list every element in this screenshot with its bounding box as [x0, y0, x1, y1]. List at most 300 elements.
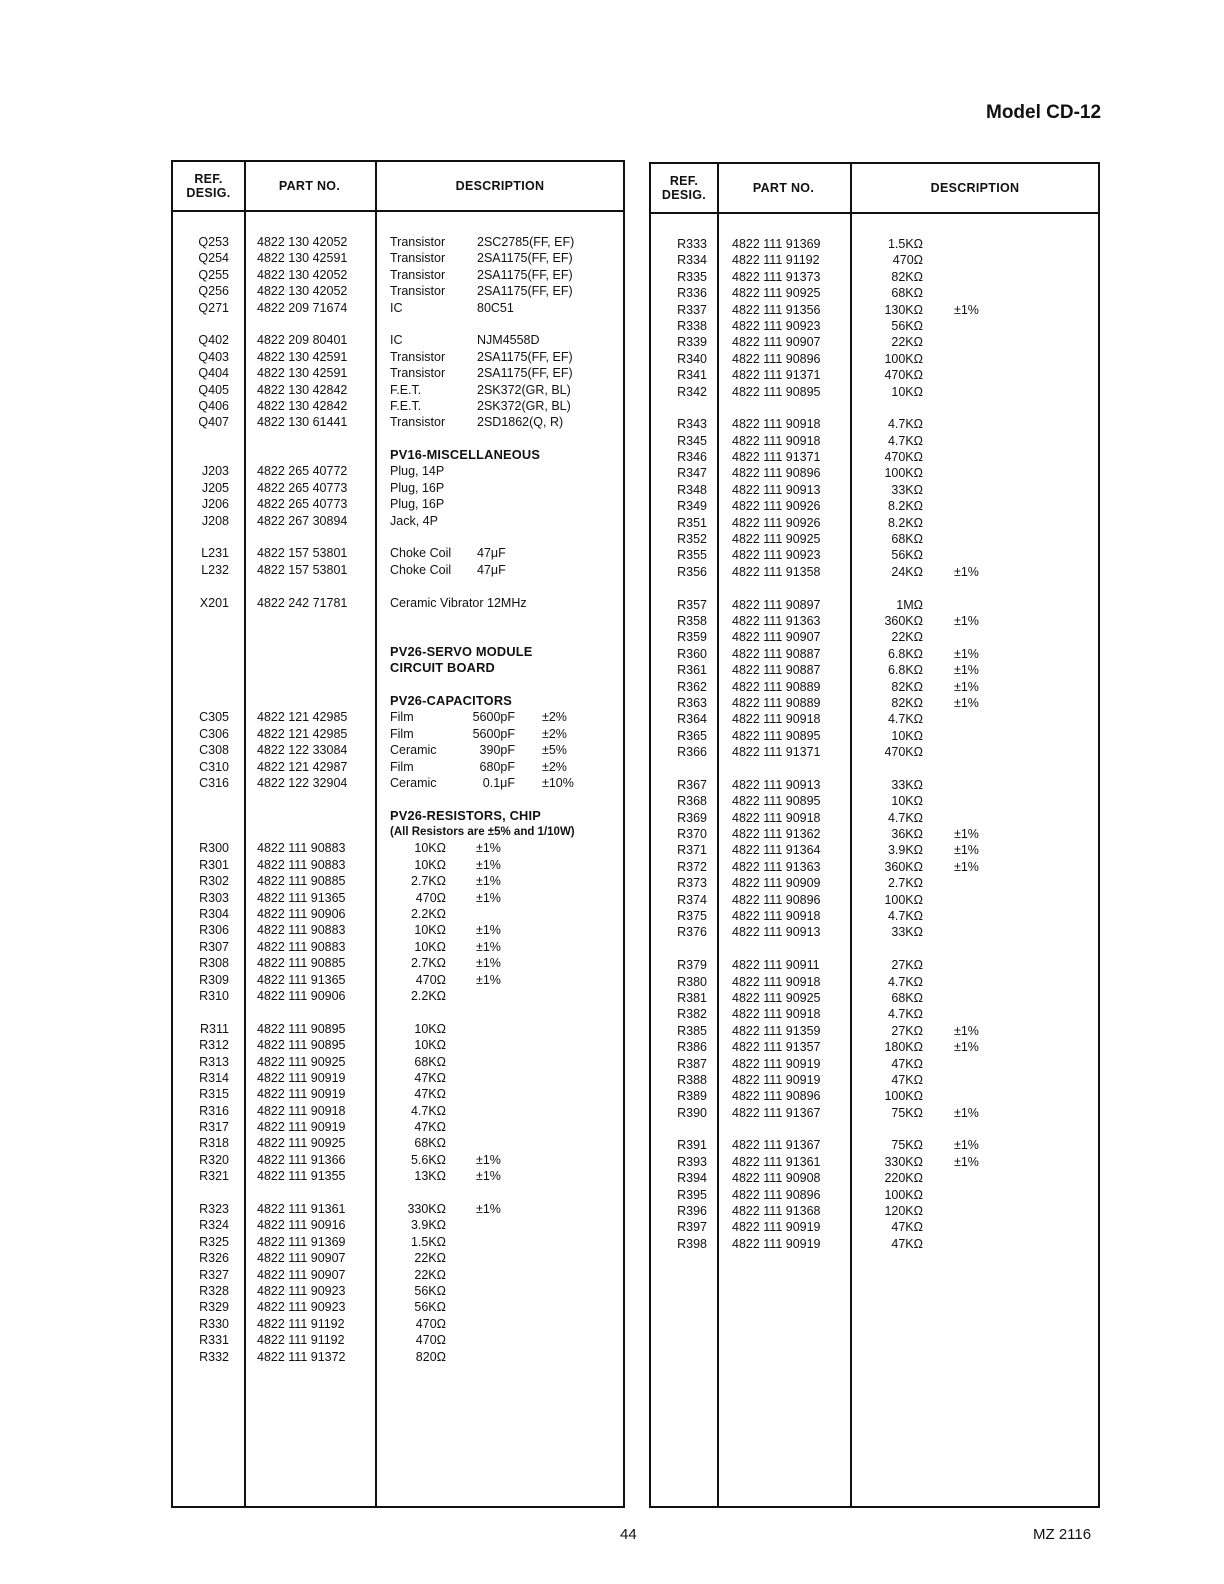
- part-number: 4822 111 90895: [257, 1021, 346, 1036]
- table-row: [173, 562, 623, 578]
- table-row: [173, 955, 623, 971]
- resistance-value: 470KΩ: [884, 450, 923, 465]
- ref-designator: R326: [199, 1251, 229, 1266]
- table-row: [173, 1217, 623, 1233]
- part-number: 4822 111 90907: [732, 335, 821, 350]
- part-number: 4822 111 90907: [257, 1267, 346, 1282]
- part-number: 4822 111 91364: [732, 843, 821, 858]
- ref-designator: R340: [677, 351, 707, 366]
- ref-designator: R356: [677, 564, 707, 579]
- part-number: 4822 111 90907: [732, 630, 821, 645]
- resistance-value: 470KΩ: [884, 745, 923, 760]
- part-number: 4822 130 42591: [257, 349, 348, 364]
- part-number: 4822 111 90918: [732, 974, 821, 989]
- ref-desig-header: REF. DESIG.: [661, 174, 707, 202]
- resistance-value: 8.2KΩ: [887, 515, 923, 530]
- ref-designator: J203: [201, 464, 229, 479]
- ref-designator: R343: [677, 417, 707, 432]
- table-row: [651, 269, 1098, 285]
- resistance-value: 22KΩ: [891, 335, 923, 350]
- ref-designator: R395: [677, 1187, 707, 1202]
- part-number: 4822 111 91363: [732, 859, 821, 874]
- ref-designator: R338: [677, 318, 707, 333]
- ref-designator: Q404: [198, 366, 229, 381]
- tolerance: ±1%: [954, 695, 979, 710]
- resistance-value: 82KΩ: [891, 679, 923, 694]
- resistance-value: 27KΩ: [891, 958, 923, 973]
- ref-designator: R321: [199, 1169, 229, 1184]
- table-row: [651, 629, 1098, 645]
- resistance-value: 24KΩ: [891, 564, 923, 579]
- ref-designator: Q271: [198, 300, 229, 315]
- part-number: 4822 157 53801: [257, 562, 348, 577]
- ref-designator: Q407: [198, 415, 229, 430]
- capacitance-value: 5600pF: [472, 710, 515, 725]
- section-heading: [173, 660, 623, 676]
- part-number: 4822 111 91368: [732, 1204, 821, 1219]
- part-number: 4822 111 90918: [257, 1103, 346, 1118]
- resistance-value: 47KΩ: [891, 1236, 923, 1251]
- tolerance: ±1%: [476, 956, 501, 971]
- table-row: [173, 972, 623, 988]
- resistance-value: 56KΩ: [414, 1284, 446, 1298]
- part-number: 4822 111 91367: [732, 1138, 821, 1153]
- ref-designator: R323: [199, 1202, 229, 1217]
- tolerance: ±1%: [476, 939, 501, 954]
- ref-designator: R358: [677, 613, 707, 628]
- resistance-value: 22KΩ: [891, 630, 923, 645]
- component-type: IC: [390, 300, 403, 315]
- component-type: Transistor: [390, 251, 446, 266]
- resistance-value: 4.7KΩ: [887, 417, 923, 432]
- resistance-value: 4.7KΩ: [887, 712, 923, 727]
- table-row: [651, 1105, 1098, 1121]
- part-number: 4822 111 90896: [732, 351, 821, 366]
- table-row: [173, 349, 623, 365]
- table-row: [651, 236, 1098, 252]
- resistance-value: 360KΩ: [884, 859, 923, 874]
- table-row: [651, 1154, 1098, 1170]
- table-row: [173, 595, 623, 611]
- ref-designator: R304: [199, 907, 229, 922]
- table-row: [651, 1039, 1098, 1055]
- ref-designator: R324: [199, 1218, 229, 1233]
- table-row: [651, 515, 1098, 531]
- part-number: 4822 111 90918: [732, 909, 821, 924]
- tolerance: ±1%: [476, 972, 501, 987]
- resistance-value: 47KΩ: [891, 1220, 923, 1235]
- table-row: [173, 414, 623, 430]
- resistance-value: 330KΩ: [407, 1202, 446, 1217]
- table-row: [173, 1234, 623, 1250]
- resistance-value: 56KΩ: [414, 1300, 446, 1315]
- part-number: 4822 111 90923: [732, 318, 821, 333]
- table-row: [651, 793, 1098, 809]
- ref-designator: R398: [677, 1236, 707, 1251]
- ref-designator: R308: [199, 956, 229, 971]
- resistance-value: 82KΩ: [891, 269, 923, 284]
- table-row: [173, 1250, 623, 1266]
- table-row: [173, 1316, 623, 1332]
- table-row: [173, 1021, 623, 1037]
- ref-designator: L231: [201, 546, 229, 561]
- table-row: [173, 1037, 623, 1053]
- ref-designator: R380: [677, 974, 707, 989]
- ref-designator: R387: [677, 1056, 707, 1071]
- ref-designator: R341: [677, 368, 707, 383]
- part-number: 4822 111 91361: [732, 1154, 821, 1169]
- resistance-value: 47KΩ: [414, 1070, 446, 1085]
- tolerance: ±1%: [476, 1202, 501, 1217]
- part-number: 4822 111 90889: [732, 679, 821, 694]
- table-row: [651, 908, 1098, 924]
- ref-designator: R327: [199, 1267, 229, 1282]
- part-number: 4822 111 91372: [257, 1349, 346, 1364]
- tolerance: ±1%: [476, 857, 501, 872]
- resistance-value: 4.7KΩ: [887, 1007, 923, 1022]
- resistance-value: 68KΩ: [891, 532, 923, 547]
- ref-designator: C308: [199, 743, 229, 758]
- part-number: 4822 265 40772: [257, 464, 348, 479]
- tolerance: ±1%: [476, 890, 501, 905]
- tolerance: ±1%: [954, 679, 979, 694]
- resistance-value: 56KΩ: [891, 548, 923, 563]
- resistance-value: 180KΩ: [884, 1040, 923, 1055]
- ref-designator: R370: [677, 827, 707, 842]
- resistance-value: 100KΩ: [884, 892, 923, 907]
- ref-designator: J208: [201, 513, 229, 528]
- part-number: 4822 209 80401: [257, 333, 348, 348]
- component-type: F.E.T.: [390, 398, 422, 413]
- resistance-value: 2.7KΩ: [410, 956, 446, 971]
- part-number: 4822 111 90918: [732, 1007, 821, 1022]
- component-type: IC: [390, 333, 403, 348]
- row-spacer: [651, 400, 1098, 416]
- part-number: 4822 111 90918: [732, 417, 821, 432]
- ref-designator: R368: [677, 794, 707, 809]
- header-divider: [651, 212, 1098, 214]
- table-row: [173, 365, 623, 381]
- component-type: Jack, 4P: [390, 513, 438, 528]
- ref-designator: R342: [677, 384, 707, 399]
- section-heading: [173, 808, 623, 824]
- table-row: [651, 564, 1098, 580]
- part-number: 4822 111 90919: [257, 1070, 346, 1085]
- table-row: [651, 318, 1098, 334]
- part-number: 4822 111 90925: [732, 286, 821, 301]
- ref-designator: Q256: [198, 284, 229, 299]
- ref-designator: R334: [677, 253, 707, 268]
- section-heading-text: PV26-RESISTORS, CHIP: [390, 807, 541, 823]
- part-number: 4822 111 91361: [257, 1202, 346, 1217]
- ref-designator: R307: [199, 939, 229, 954]
- tolerance: ±1%: [954, 663, 979, 678]
- ref-designator: Q254: [198, 251, 229, 266]
- table-row: [651, 547, 1098, 563]
- resistance-value: 68KΩ: [414, 1136, 446, 1151]
- part-no-header: PART NO.: [278, 179, 341, 193]
- part-number: 4822 111 90895: [732, 794, 821, 809]
- resistance-value: 4.7KΩ: [887, 974, 923, 989]
- ref-designator: Q253: [198, 235, 229, 249]
- resistance-value: 470KΩ: [884, 368, 923, 383]
- table-row: [651, 433, 1098, 449]
- part-number: 4822 111 90907: [257, 1251, 346, 1266]
- tolerance: ±1%: [476, 923, 501, 938]
- ref-desig-header: REF. DESIG.: [186, 172, 231, 200]
- ref-designator: R352: [677, 532, 707, 547]
- ref-designator: R363: [677, 695, 707, 710]
- table-row: [651, 892, 1098, 908]
- capacitance-value: 390pF: [479, 743, 515, 758]
- part-number: 4822 111 90919: [257, 1087, 346, 1102]
- section-heading: [173, 644, 623, 660]
- ref-designator: R333: [677, 237, 707, 251]
- page-number: 44: [620, 1526, 637, 1543]
- ref-designator: R345: [677, 433, 707, 448]
- ref-designator: R381: [677, 990, 707, 1005]
- table-row: [173, 283, 623, 299]
- table-row: [651, 1170, 1098, 1186]
- ref-designator: R337: [677, 302, 707, 317]
- part-number: 4822 111 91369: [257, 1234, 346, 1249]
- component-type: Film: [390, 726, 414, 741]
- table-row: [651, 1137, 1098, 1153]
- component-spec: 2SK372(GR, BL): [477, 398, 571, 413]
- table-row: [173, 939, 623, 955]
- part-number: 4822 111 90885: [257, 874, 346, 889]
- part-number: 4822 111 91365: [257, 890, 346, 905]
- resistance-value: 75KΩ: [891, 1105, 923, 1120]
- ref-designator: R318: [199, 1136, 229, 1151]
- component-type: Ceramic: [390, 743, 437, 758]
- table-row: [651, 482, 1098, 498]
- table-row: [651, 924, 1098, 940]
- component-type: Plug, 14P: [390, 464, 445, 479]
- resistance-value: 33KΩ: [891, 925, 923, 940]
- tolerance: ±2%: [542, 710, 567, 725]
- part-number: 4822 111 91371: [732, 450, 821, 465]
- part-number: 4822 121 42987: [257, 759, 348, 774]
- resistance-value: 33KΩ: [891, 777, 923, 792]
- part-number: 4822 111 90887: [732, 646, 821, 661]
- table-row: [651, 367, 1098, 383]
- part-number: 4822 111 90919: [732, 1220, 821, 1235]
- part-number: 4822 111 90919: [257, 1120, 346, 1135]
- part-number: 4822 111 90925: [257, 1054, 346, 1069]
- table-row: [173, 840, 623, 856]
- ref-designator: C305: [199, 710, 229, 725]
- component-type: Plug, 16P: [390, 480, 445, 495]
- resistance-value: 820Ω: [415, 1349, 446, 1364]
- ref-designator: R385: [677, 1023, 707, 1038]
- ref-designator: R382: [677, 1007, 707, 1022]
- table-row: [173, 480, 623, 496]
- part-number: 4822 111 90883: [257, 939, 346, 954]
- table-row: [173, 267, 623, 283]
- section-heading-text: PV16-MISCELLANEOUS: [390, 447, 541, 463]
- part-number: 4822 122 32904: [257, 775, 348, 790]
- resistance-value: 470Ω: [415, 1316, 446, 1331]
- ref-designator: R390: [677, 1105, 707, 1120]
- ref-designator: R361: [677, 663, 707, 678]
- section-heading-text: CIRCUIT BOARD: [390, 660, 495, 676]
- part-number: 4822 111 90925: [732, 532, 821, 547]
- ref-designator: R364: [677, 712, 707, 727]
- resistance-value: 47KΩ: [891, 1056, 923, 1071]
- component-spec: 2SA1175(FF, EF): [477, 251, 573, 266]
- ref-designator: R300: [199, 841, 229, 856]
- part-number: 4822 111 91359: [732, 1023, 821, 1038]
- component-type: Ceramic: [390, 775, 437, 790]
- part-number: 4822 111 91367: [732, 1105, 821, 1120]
- part-number: 4822 209 71674: [257, 300, 348, 315]
- tolerance: ±1%: [954, 827, 979, 842]
- table-row: [173, 709, 623, 725]
- parts-table-left: [171, 160, 625, 1508]
- parts-table-right: [649, 162, 1100, 1508]
- part-number: 4822 265 40773: [257, 480, 348, 495]
- table-row: [651, 302, 1098, 318]
- component-type: Transistor: [390, 366, 446, 381]
- part-number: 4822 111 90896: [732, 466, 821, 481]
- ref-designator: R336: [677, 286, 707, 301]
- part-number: 4822 111 91358: [732, 564, 821, 579]
- resistance-value: 470Ω: [415, 890, 446, 905]
- table-row: [173, 857, 623, 873]
- ref-designator: R315: [199, 1087, 229, 1102]
- model-title: Model CD-12: [986, 102, 1102, 123]
- section-note-text: (All Resistors are ±5% and 1/10W): [390, 826, 575, 839]
- table-row: [173, 382, 623, 398]
- table-row: [651, 777, 1098, 793]
- part-number: 4822 111 91371: [732, 368, 821, 383]
- ref-designator: R388: [677, 1072, 707, 1087]
- part-number: 4822 111 90918: [732, 810, 821, 825]
- table-row: [173, 398, 623, 414]
- resistance-value: 2.7KΩ: [887, 876, 923, 891]
- tolerance: ±1%: [954, 1138, 979, 1153]
- tolerance: ±1%: [954, 1154, 979, 1169]
- part-number: 4822 111 90916: [257, 1218, 346, 1233]
- part-number: 4822 130 42842: [257, 382, 348, 397]
- ref-designator: R371: [677, 843, 707, 858]
- part-number: 4822 111 90925: [257, 1136, 346, 1151]
- resistance-value: 4.7KΩ: [887, 810, 923, 825]
- table-row: [173, 1299, 623, 1315]
- ref-designator: R346: [677, 450, 707, 465]
- component-spec: 47μF: [477, 546, 506, 561]
- part-number: 4822 111 90913: [732, 925, 821, 940]
- ref-designator: R367: [677, 777, 707, 792]
- ref-designator: R389: [677, 1089, 707, 1104]
- table-row: [173, 250, 623, 266]
- section-heading: [173, 447, 623, 463]
- table-row: [173, 545, 623, 561]
- part-number: 4822 111 90895: [257, 1038, 346, 1053]
- table-row: [651, 597, 1098, 613]
- part-number: 4822 111 91356: [732, 302, 821, 317]
- table-row: [173, 726, 623, 742]
- resistance-value: 100KΩ: [884, 1089, 923, 1104]
- part-number: 4822 111 91366: [257, 1152, 346, 1167]
- tolerance: ±1%: [954, 646, 979, 661]
- table-row: [651, 859, 1098, 875]
- ref-designator: R348: [677, 482, 707, 497]
- resistance-value: 27KΩ: [891, 1023, 923, 1038]
- part-number: 4822 111 90926: [732, 499, 821, 514]
- table-row: [173, 1152, 623, 1168]
- row-spacer: [651, 1121, 1098, 1137]
- table-row: [651, 646, 1098, 662]
- table-row: [651, 1056, 1098, 1072]
- row-spacer: [651, 580, 1098, 596]
- section-note: [173, 824, 623, 840]
- table-row: [651, 842, 1098, 858]
- resistance-value: 100KΩ: [884, 351, 923, 366]
- resistance-value: 6.8KΩ: [887, 663, 923, 678]
- resistance-value: 10KΩ: [414, 939, 446, 954]
- component-type: Choke Coil: [390, 562, 452, 577]
- resistance-value: 13KΩ: [414, 1169, 446, 1184]
- ref-designator: R339: [677, 335, 707, 350]
- part-number: 4822 130 42052: [257, 235, 348, 249]
- table-row: [173, 1349, 623, 1365]
- rows-right: [651, 236, 1098, 1252]
- table-row: [651, 1023, 1098, 1039]
- section-heading-text: PV26-SERVO MODULE: [390, 643, 533, 659]
- row-spacer: [173, 627, 623, 643]
- table-row: [651, 285, 1098, 301]
- component-type: Transistor: [390, 349, 446, 364]
- resistance-value: 36KΩ: [891, 827, 923, 842]
- ref-designator: C310: [199, 759, 229, 774]
- resistance-value: 8.2KΩ: [887, 499, 923, 514]
- ref-designator: R355: [677, 548, 707, 563]
- row-spacer: [173, 529, 623, 545]
- ref-designator: R362: [677, 679, 707, 694]
- resistance-value: 3.9KΩ: [887, 843, 923, 858]
- table-row: [651, 662, 1098, 678]
- table-row: [651, 1219, 1098, 1235]
- component-type: Choke Coil: [390, 546, 452, 561]
- part-number: 4822 111 90883: [257, 923, 346, 938]
- part-number: 4822 111 90887: [732, 663, 821, 678]
- ref-designator: R359: [677, 630, 707, 645]
- table-row: [651, 1006, 1098, 1022]
- ref-designator: R349: [677, 499, 707, 514]
- resistance-value: 5.6KΩ: [410, 1152, 446, 1167]
- part-number: 4822 111 90919: [732, 1236, 821, 1251]
- capacitance-value: 680pF: [479, 759, 515, 774]
- part-number: 4822 111 90923: [257, 1300, 346, 1315]
- component-type: Transistor: [390, 284, 446, 299]
- table-row: [651, 498, 1098, 514]
- part-number: 4822 122 33084: [257, 743, 348, 758]
- part-number: 4822 242 71781: [257, 595, 348, 610]
- tolerance: ±2%: [542, 726, 567, 741]
- ref-designator: Q405: [198, 382, 229, 397]
- tolerance: ±10%: [542, 775, 574, 790]
- ref-designator: R332: [199, 1349, 229, 1364]
- table-row: [651, 252, 1098, 268]
- part-number: 4822 121 42985: [257, 710, 348, 725]
- ref-designator: C316: [199, 775, 229, 790]
- ref-designator: R394: [677, 1171, 707, 1186]
- ref-designator: R325: [199, 1234, 229, 1249]
- component-spec: NJM4558D: [477, 333, 540, 348]
- component-spec: 2SD1862(Q, R): [477, 415, 564, 430]
